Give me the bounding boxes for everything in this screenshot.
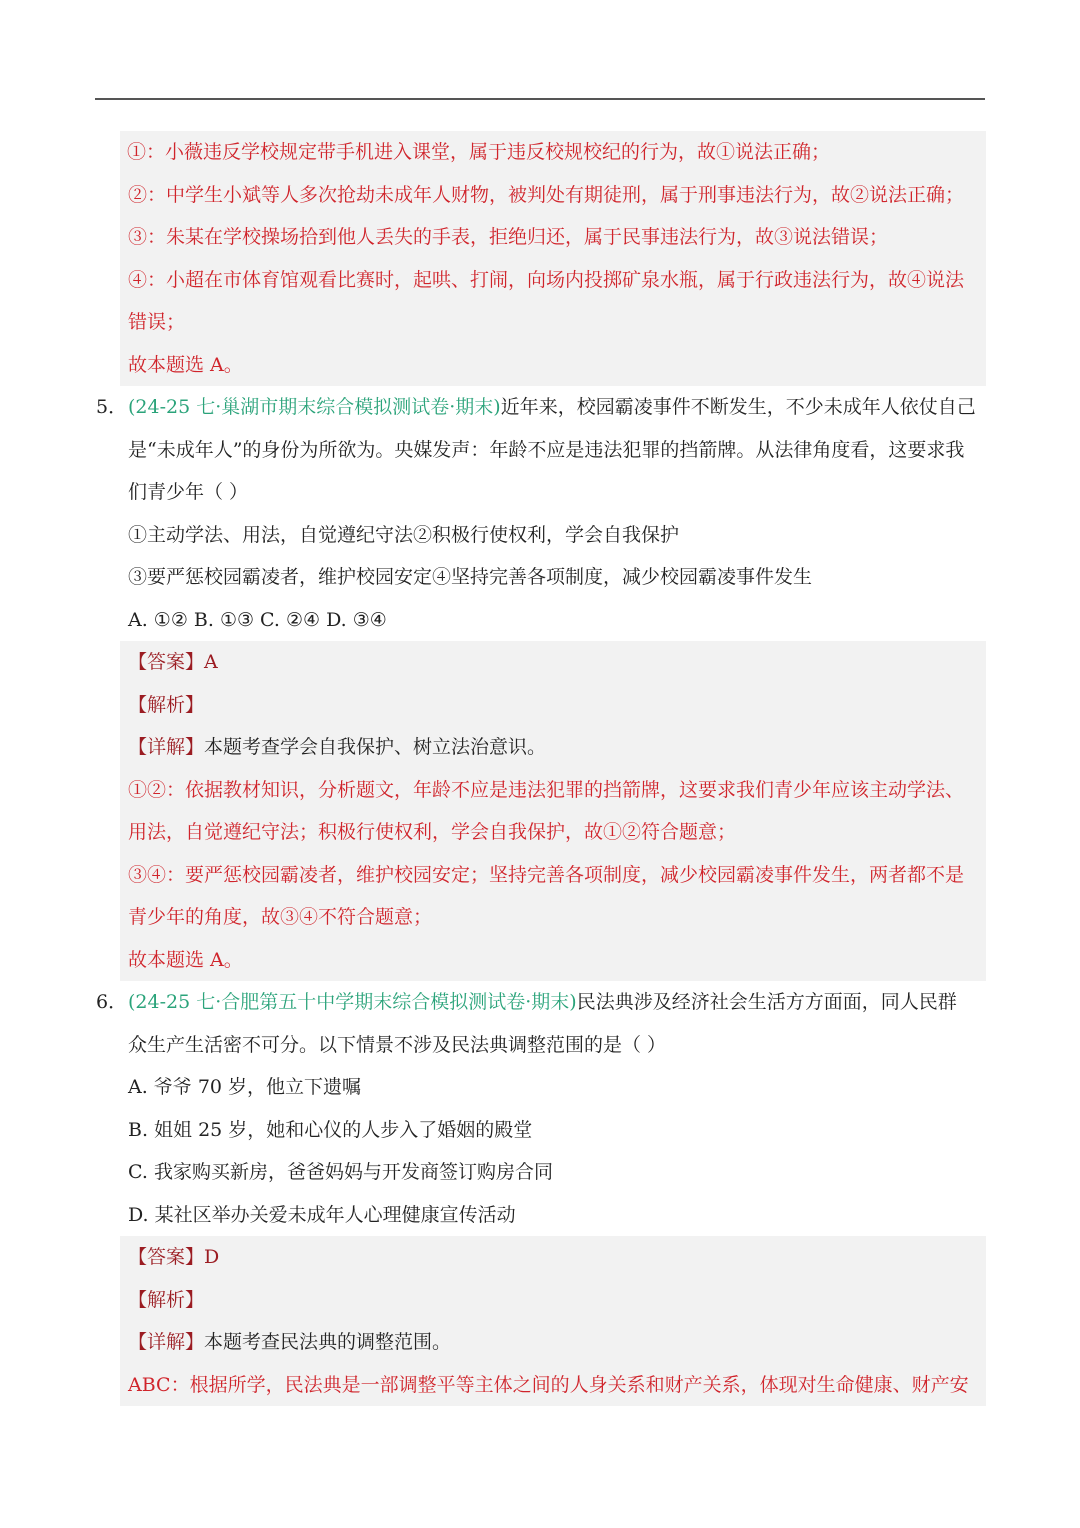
option-b: B. 姐姐 25 岁，她和心仪的人步入了婚姻的殿堂 [128,1118,533,1141]
analysis-label-line [120,1279,986,1322]
detail-intro: 本题考查民法典的调整范围。 [204,1331,452,1353]
detail-line: ABC：根据所学，民法典是一部调整平等主体之间的人身关系和财产关系，体现对生命健康、财产安 [120,1364,986,1407]
detail-line: 故本题选 A。 [120,939,986,982]
answer-value: A [204,651,218,673]
answer-label: 【答案】 [128,651,205,673]
prev-analysis-line: ①：小薇违反学校规定带手机进入课堂，属于违反校规校纪的行为，故①说法正确； [120,131,986,174]
answer-value: D [204,1246,220,1268]
answer-label: 【答案】 [128,1246,205,1268]
page-content [0,131,1080,1406]
prev-analysis-line: ④：小超在市体育馆观看比赛时，起哄、打闹，向场内投掷矿泉水瓶，属于行政违法行为，故④说法 [120,259,986,302]
choices-line: A. ①② B. ①③ C. ②④ D. ③④ [128,608,387,631]
question-6-stem [0,981,1080,1024]
detail-intro-line [120,1321,986,1364]
question-stem-line: 们青少年（ ） [128,481,249,503]
answer-line [120,1236,986,1279]
question-source: (24-25 七·巢湖市期末综合模拟测试卷·期末) [128,396,501,418]
header-rule [95,98,985,100]
question-stem-line: 是“未成年人”的身份为所欲为。央媒发声：年龄不应是违法犯罪的挡箭牌。从法律角度看，这要求我 [128,438,965,461]
question-stem-text: 近年来，校园霸凌事件不断发生，不少未成年人依仗自己 [500,396,976,418]
answer-line [120,641,986,684]
question-5-stem [0,386,1080,429]
prev-analysis-line: ②：中学生小斌等人多次抢劫未成年人财物，被判处有期徒刑，属于刑事违法行为，故②说法正确； [120,174,986,217]
detail-line: ①②：依据教材知识，分析题文，年龄不应是违法犯罪的挡箭牌，这要求我们青少年应该主动学法、 [120,769,986,812]
detail-line: 青少年的角度，故③④不符合题意； [120,896,986,939]
detail-line: 用法，自觉遵纪守法；积极行使权利，学会自我保护，故①②符合题意； [120,811,986,854]
question-number: 5． [96,396,128,418]
prev-analysis-line: ③：朱某在学校操场拾到他人丢失的手表，拒绝归还，属于民事违法行为，故③说法错误； [120,216,986,259]
statement-line: ③要严惩校园霸凌者，维护校园安定④坚持完善各项制度，减少校园霸凌事件发生 [128,566,813,588]
analysis-label-line [120,684,986,727]
analysis-label: 【解析】 [128,1288,205,1311]
statement-line: ①主动学法、用法，自觉遵纪守法②积极行使权利，学会自我保护 [128,523,680,546]
question-stem-text: 民法典涉及经济社会生活方方面面，同人民群 [576,991,957,1013]
detail-intro-line [120,726,986,769]
detail-label: 【详解】 [128,736,205,758]
prev-analysis-line: 错误； [120,301,986,344]
question-number: 6． [96,991,128,1013]
question-source: (24-25 七·合肥第五十中学期末综合模拟测试卷·期末) [128,991,577,1013]
option-d: D. 某社区举办关爱未成年人心理健康宣传活动 [128,1203,516,1226]
prev-analysis-line: 故本题选 A。 [120,344,986,387]
question-stem-line: 众生产生活密不可分。以下情景不涉及民法典调整范围的是（ ） [128,1033,667,1056]
detail-label: 【详解】 [128,1331,205,1353]
analysis-label: 【解析】 [128,693,205,716]
detail-intro: 本题考查学会自我保护、树立法治意识。 [204,736,547,758]
option-c: C. 我家购买新房，爸爸妈妈与开发商签订购房合同 [128,1161,553,1183]
detail-line: ③④：要严惩校园霸凌者，维护校园安定；坚持完善各项制度，减少校园霸凌事件发生，两者都不是 [120,854,986,897]
option-a: A. 爷爷 70 岁，他立下遗嘱 [128,1076,362,1098]
